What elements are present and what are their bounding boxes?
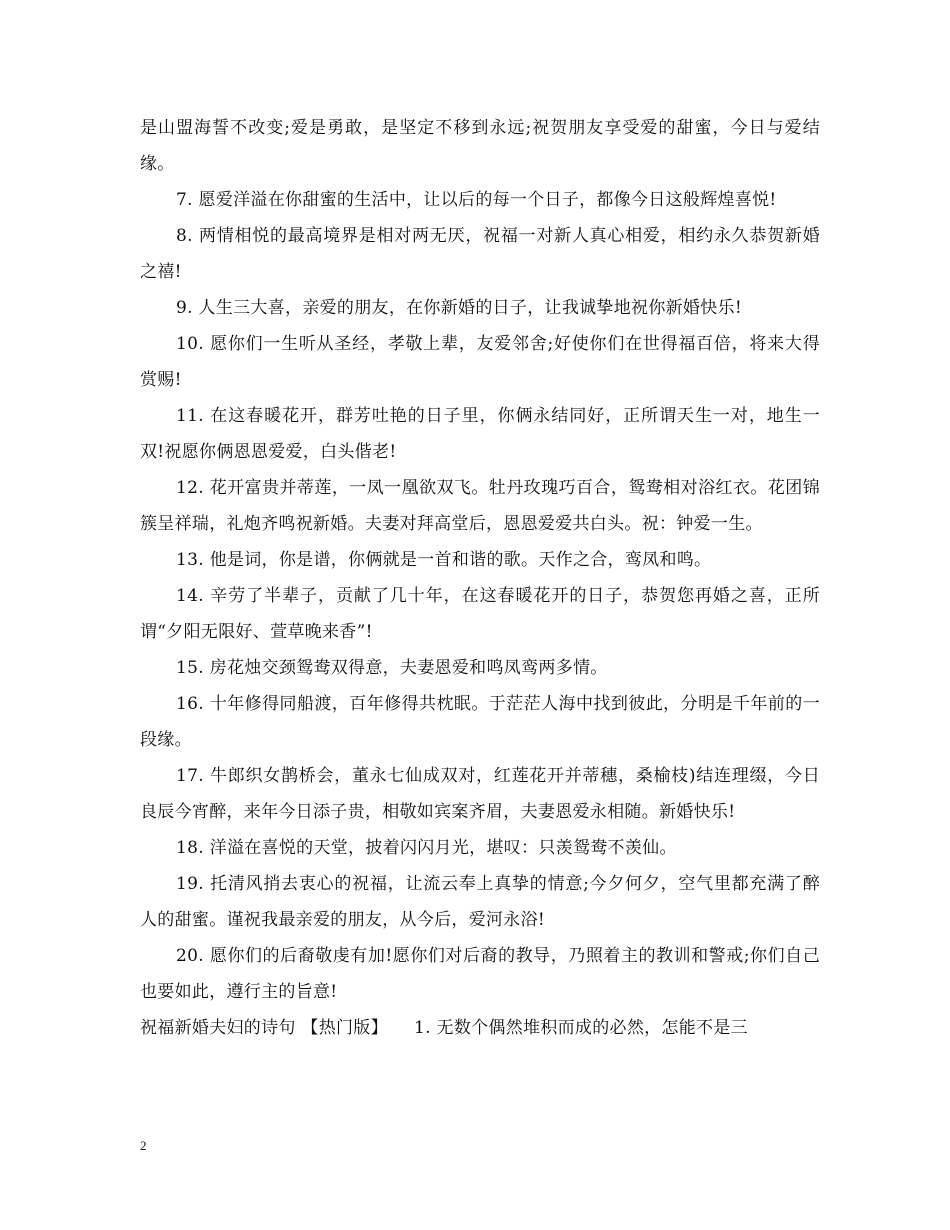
paragraph-18: 18. 洋溢在喜悦的天堂，披着闪闪月光，堪叹：只羡鸳鸯不羡仙。 <box>176 838 677 858</box>
paragraph-15: 15. 房花烛交颈鸳鸯双得意，夫妻恩爱和鸣凤鸾两多情。 <box>176 658 608 678</box>
document-body <box>140 110 820 1046</box>
paragraph-8: 8. 两情相悦的最高境界是相对两无厌，祝福一对新人真心相爱，相约永久恭贺新婚之禧! <box>140 226 820 282</box>
paragraph-16: 16. 十年修得同船渡，百年修得共枕眠。于茫茫人海中找到彼此，分明是千年前的一段缘。 <box>140 694 820 750</box>
paragraph-20: 20. 愿你们的后裔敬虔有加!愿你们对后裔的教导，乃照着主的教训和警戒;你们自己也要如此，遵行主的旨意! <box>140 946 820 1002</box>
paragraph-10: 10. 愿你们一生听从圣经，孝敬上辈，友爱邻舍;好使你们在世得福百倍，将来大得赏赐! <box>140 334 820 390</box>
paragraph-19: 19. 托清风捎去衷心的祝福，让流云奉上真挚的情意;今夕何夕，空气里都充满了醉人的甜蜜。谨祝我最亲爱的朋友，从今后，爱河永浴! <box>140 874 820 930</box>
paragraph-13: 13. 他是词，你是谱，你俩就是一首和谐的歌。天作之合，鸾凤和鸣。 <box>176 550 712 570</box>
paragraph-17: 17. 牛郎织女鹊桥会，董永七仙成双对，红莲花开并蒂穗，桑榆枝)结连理缀，今日良辰今宵醉，来年今日添子贵，相敬如宾案齐眉，夫妻恩爱永相随。新婚快乐! <box>140 766 820 822</box>
page-number: 2 <box>140 1138 147 1153</box>
paragraph-0: 是山盟海誓不改变;爱是勇敢，是坚定不移到永远;祝贺朋友享受爱的甜蜜，今日与爱结缘。 <box>140 118 820 174</box>
paragraph-7: 7. 愿爱洋溢在你甜蜜的生活中，让以后的每一个日子，都像今日这般辉煌喜悦! <box>176 190 777 210</box>
paragraph-11: 11. 在这春暖花开，群芳吐艳的日子里，你俩永结同好，正所谓天生一对，地生一双!祝愿你俩恩恩爱爱，白头偕老! <box>140 406 820 462</box>
paragraph-12: 12. 花开富贵并蒂莲，一凤一凰欲双飞。牡丹玫瑰巧百合，鸳鸯相对浴红衣。花团锦簇呈祥瑞，礼炮齐鸣祝新婚。夫妻对拜高堂后，恩恩爱爱共白头。祝：钟爱一生。 <box>140 478 820 534</box>
section-heading-line: 祝福新婚夫妇的诗句 【热门版】 1. 无数个偶然堆积而成的必然，怎能不是三 <box>140 1018 748 1038</box>
paragraph-14: 14. 辛劳了半辈子，贡献了几十年，在这春暖花开的日子，恭贺您再婚之喜，正所谓“夕阳无限好、萱草晚来香”! <box>140 586 820 642</box>
paragraph-9: 9. 人生三大喜，亲爱的朋友，在你新婚的日子，让我诚挚地祝你新婚快乐! <box>176 298 742 318</box>
